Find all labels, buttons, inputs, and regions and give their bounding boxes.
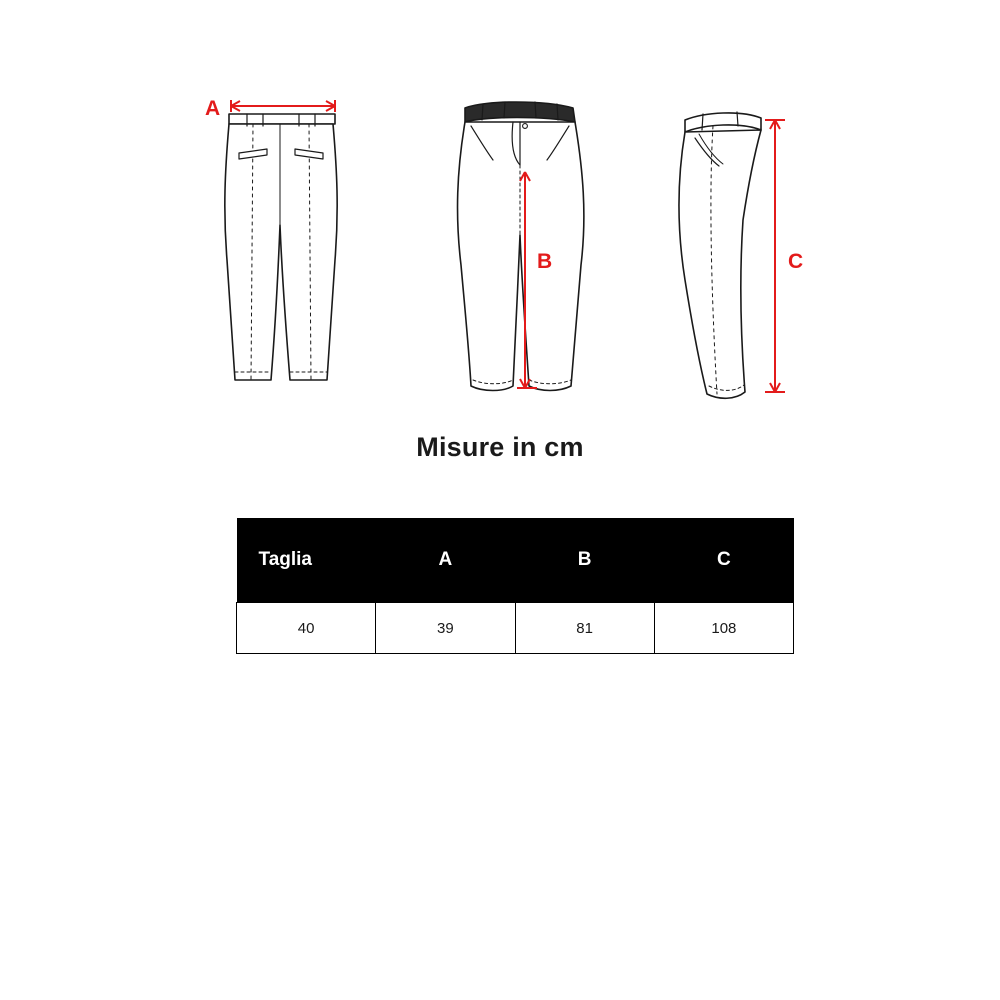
- trousers-side-view: [655, 60, 855, 410]
- size-table: [236, 518, 794, 654]
- column-header-taglia: Taglia: [237, 518, 376, 603]
- column-header-c: C: [654, 518, 793, 603]
- cell-c: 108: [654, 603, 793, 654]
- table-row: [237, 603, 794, 654]
- measure-label-b: B: [537, 250, 553, 273]
- measure-label-a: A: [205, 97, 221, 120]
- trousers-back-view: [425, 60, 625, 410]
- measurement-diagram: [0, 60, 1000, 420]
- column-header-b: B: [515, 518, 654, 603]
- size-table-wrapper: [236, 518, 794, 654]
- cell-a: 39: [376, 603, 515, 654]
- caption-misure: Misure in cm: [416, 432, 584, 462]
- column-header-a: A: [376, 518, 515, 603]
- cell-b: 81: [515, 603, 654, 654]
- table-header-row: [237, 518, 794, 603]
- cell-taglia: 40: [237, 603, 376, 654]
- trousers-front-view: [185, 60, 415, 410]
- measure-label-c: C: [788, 250, 804, 273]
